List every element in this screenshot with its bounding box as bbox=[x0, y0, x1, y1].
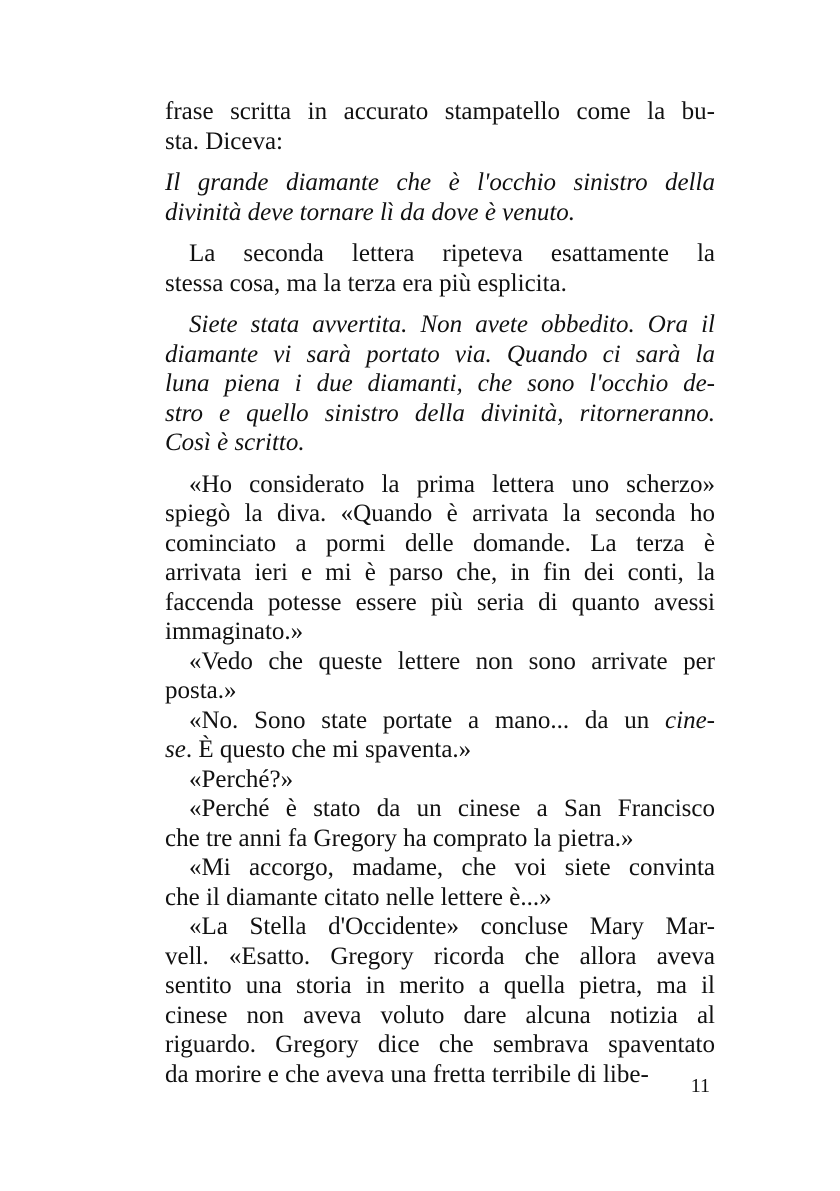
paragraph bbox=[165, 794, 715, 853]
text-line: «La Stella d'Occidente» concluse Mary Mar- bbox=[189, 913, 715, 940]
text-line: cominciato a pormi delle domande. La terza è bbox=[165, 529, 715, 557]
text-line: posta.» bbox=[165, 677, 237, 704]
text-line: diamante vi sarà portato via. Quando ci sarà la bbox=[165, 340, 715, 368]
text-line: «Ho considerato la prima lettera uno scherzo» bbox=[189, 470, 715, 498]
text-line: stro e quello sinistro della divinità, ritorneranno. bbox=[165, 399, 715, 427]
text-line: riguardo. Gregory dice che sembrava spaventato bbox=[165, 1031, 715, 1058]
text-line: luna piena i due diamanti, che sono l'occhio de- bbox=[165, 370, 715, 397]
paragraph bbox=[165, 470, 715, 647]
italic-word: cine- bbox=[665, 706, 715, 734]
text-line: faccenda potesse essere più seria di quanto avessi bbox=[165, 588, 715, 616]
text-line: stessa cosa, ma la terza era più esplicita. bbox=[165, 269, 567, 297]
paragraph bbox=[165, 912, 715, 1089]
text-line: sta. Diceva: bbox=[165, 127, 284, 155]
page-number: 11 bbox=[690, 1075, 710, 1097]
quoted-letter-paragraph bbox=[165, 168, 715, 227]
italic-word: se bbox=[165, 736, 186, 763]
text-line: Così è scritto. bbox=[165, 429, 305, 456]
text-line: che il diamante citato nelle lettere è...» bbox=[165, 883, 552, 911]
text-line: frase scritta in accurato stampatello come la bu- bbox=[165, 98, 715, 125]
paragraph bbox=[165, 706, 715, 765]
text-line: «Perché?» bbox=[189, 765, 294, 793]
text-line: vell. «Esatto. Gregory ricorda che allora aveva bbox=[165, 942, 715, 970]
text-line: arrivata ieri e mi è parso che, in fin dei conti, la bbox=[165, 559, 715, 586]
text-line: «Vedo che queste lettere non sono arrivate per bbox=[189, 647, 715, 675]
text-line: spiegò la diva. «Quando è arrivata la seconda ho bbox=[165, 500, 715, 527]
quoted-letter-paragraph bbox=[165, 310, 715, 458]
text-line: «No. Sono state portate a mano... da un cine- bbox=[189, 706, 715, 734]
text-line: cinese non aveva voluto dare alcuna notizia al bbox=[165, 1001, 715, 1029]
text-line: che tre anni fa Gregory ha comprato la pietra.» bbox=[165, 824, 634, 852]
text-line: divinità deve tornare lì da dove è venuto. bbox=[165, 198, 576, 226]
text-line: immaginato.» bbox=[165, 618, 304, 645]
paragraph bbox=[165, 765, 715, 795]
text-line: sentito una storia in merito a quella pietra, ma il bbox=[165, 972, 715, 999]
paragraph bbox=[165, 647, 715, 706]
text-line: «Mi accorgo, madame, che voi siete convinta bbox=[189, 854, 715, 881]
body-text bbox=[165, 97, 715, 1089]
paragraph bbox=[165, 853, 715, 912]
text-line: se. È questo che mi spaventa.» bbox=[165, 736, 472, 763]
text-line: Il grande diamante che è l'occhio sinistro della bbox=[165, 169, 715, 196]
paragraph bbox=[165, 97, 715, 156]
text-line: La seconda lettera ripeteva esattamente la bbox=[189, 240, 715, 267]
text-line: da morire e che aveva una fretta terribile di libe- bbox=[165, 1060, 649, 1088]
text-line: Siete stata avvertita. Non avete obbedito. Ora il bbox=[189, 311, 715, 338]
text-line: «Perché è stato da un cinese a San Francisco bbox=[189, 795, 715, 822]
paragraph bbox=[165, 239, 715, 298]
